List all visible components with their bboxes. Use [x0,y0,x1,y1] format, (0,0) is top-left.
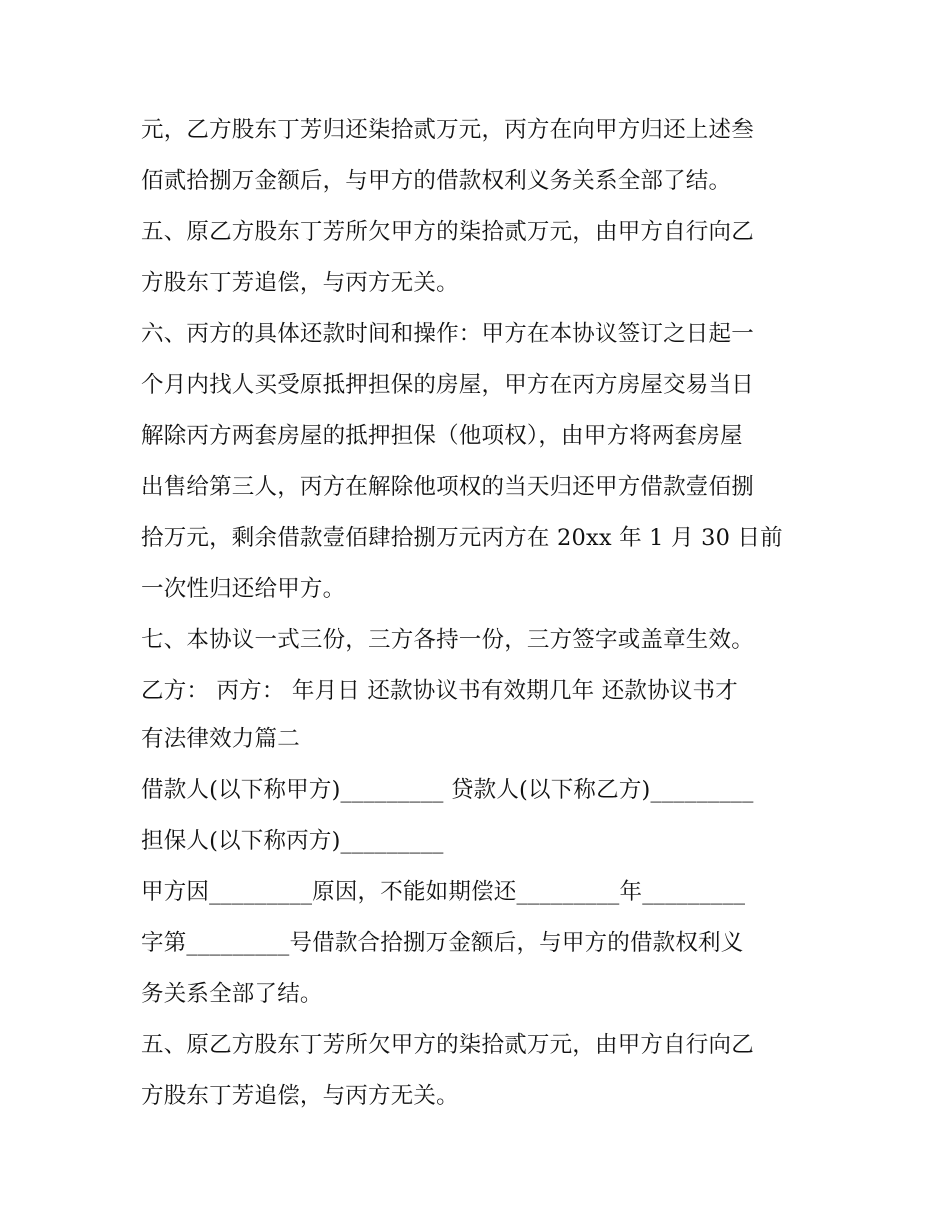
text-line: 出售给第三人，丙方在解除他项权的当天归还甲方借款壹佰捌 [141,474,754,500]
text-line: 七、本协议一式三份，三方各持一份，三方签字或盖章生效。 [141,627,754,653]
text-line: 方股东丁芳追偿，与丙方无关。 [141,1083,459,1109]
text-line: 六、丙方的具体还款时间和操作：甲方在本协议签订之日起一 [141,321,754,347]
text-line: 五、原乙方股东丁芳所欠甲方的柒拾贰万元，由甲方自行向乙 [141,219,754,245]
text-line: 个月内找人买受原抵押担保的房屋，甲方在丙方房屋交易当日 [141,372,754,398]
text-line: 一次性归还给甲方。 [141,576,346,602]
form-line-guarantor: 担保人(以下称丙方)_________ [141,828,444,854]
text-line: 乙方： 丙方： 年月日 还款协议书有效期几年 还款协议书才 [141,678,738,704]
text-line: 五、原乙方股东丁芳所欠甲方的柒拾贰万元，由甲方自行向乙 [141,1032,754,1058]
text-line: 方股东丁芳追偿，与丙方无关。 [141,270,459,296]
form-line-parties: 借款人(以下称甲方)_________ 贷款人(以下称乙方)_________ [141,777,754,803]
form-line-reason: 甲方因_________原因，不能如期偿还_________年_________ [141,879,746,905]
text-line: 务关系全部了结。 [141,981,323,1007]
section-heading: 有法律效力篇二 [141,726,300,752]
form-line-contract-number: 字第_________号借款合拾捌万金额后，与甲方的借款权利义 [141,930,744,956]
text-line: 拾万元，剩余借款壹佰肆拾捌万元丙方在 20xx 年 1 月 30 日前 [141,525,783,551]
text-line: 元，乙方股东丁芳归还柒拾贰万元，丙方在向甲方归还上述叁 [141,117,754,143]
text-line: 佰贰拾捌万金额后，与甲方的借款权利义务关系全部了结。 [141,168,732,194]
text-line: 解除丙方两套房屋的抵押担保（他项权），由甲方将两套房屋 [141,423,743,449]
